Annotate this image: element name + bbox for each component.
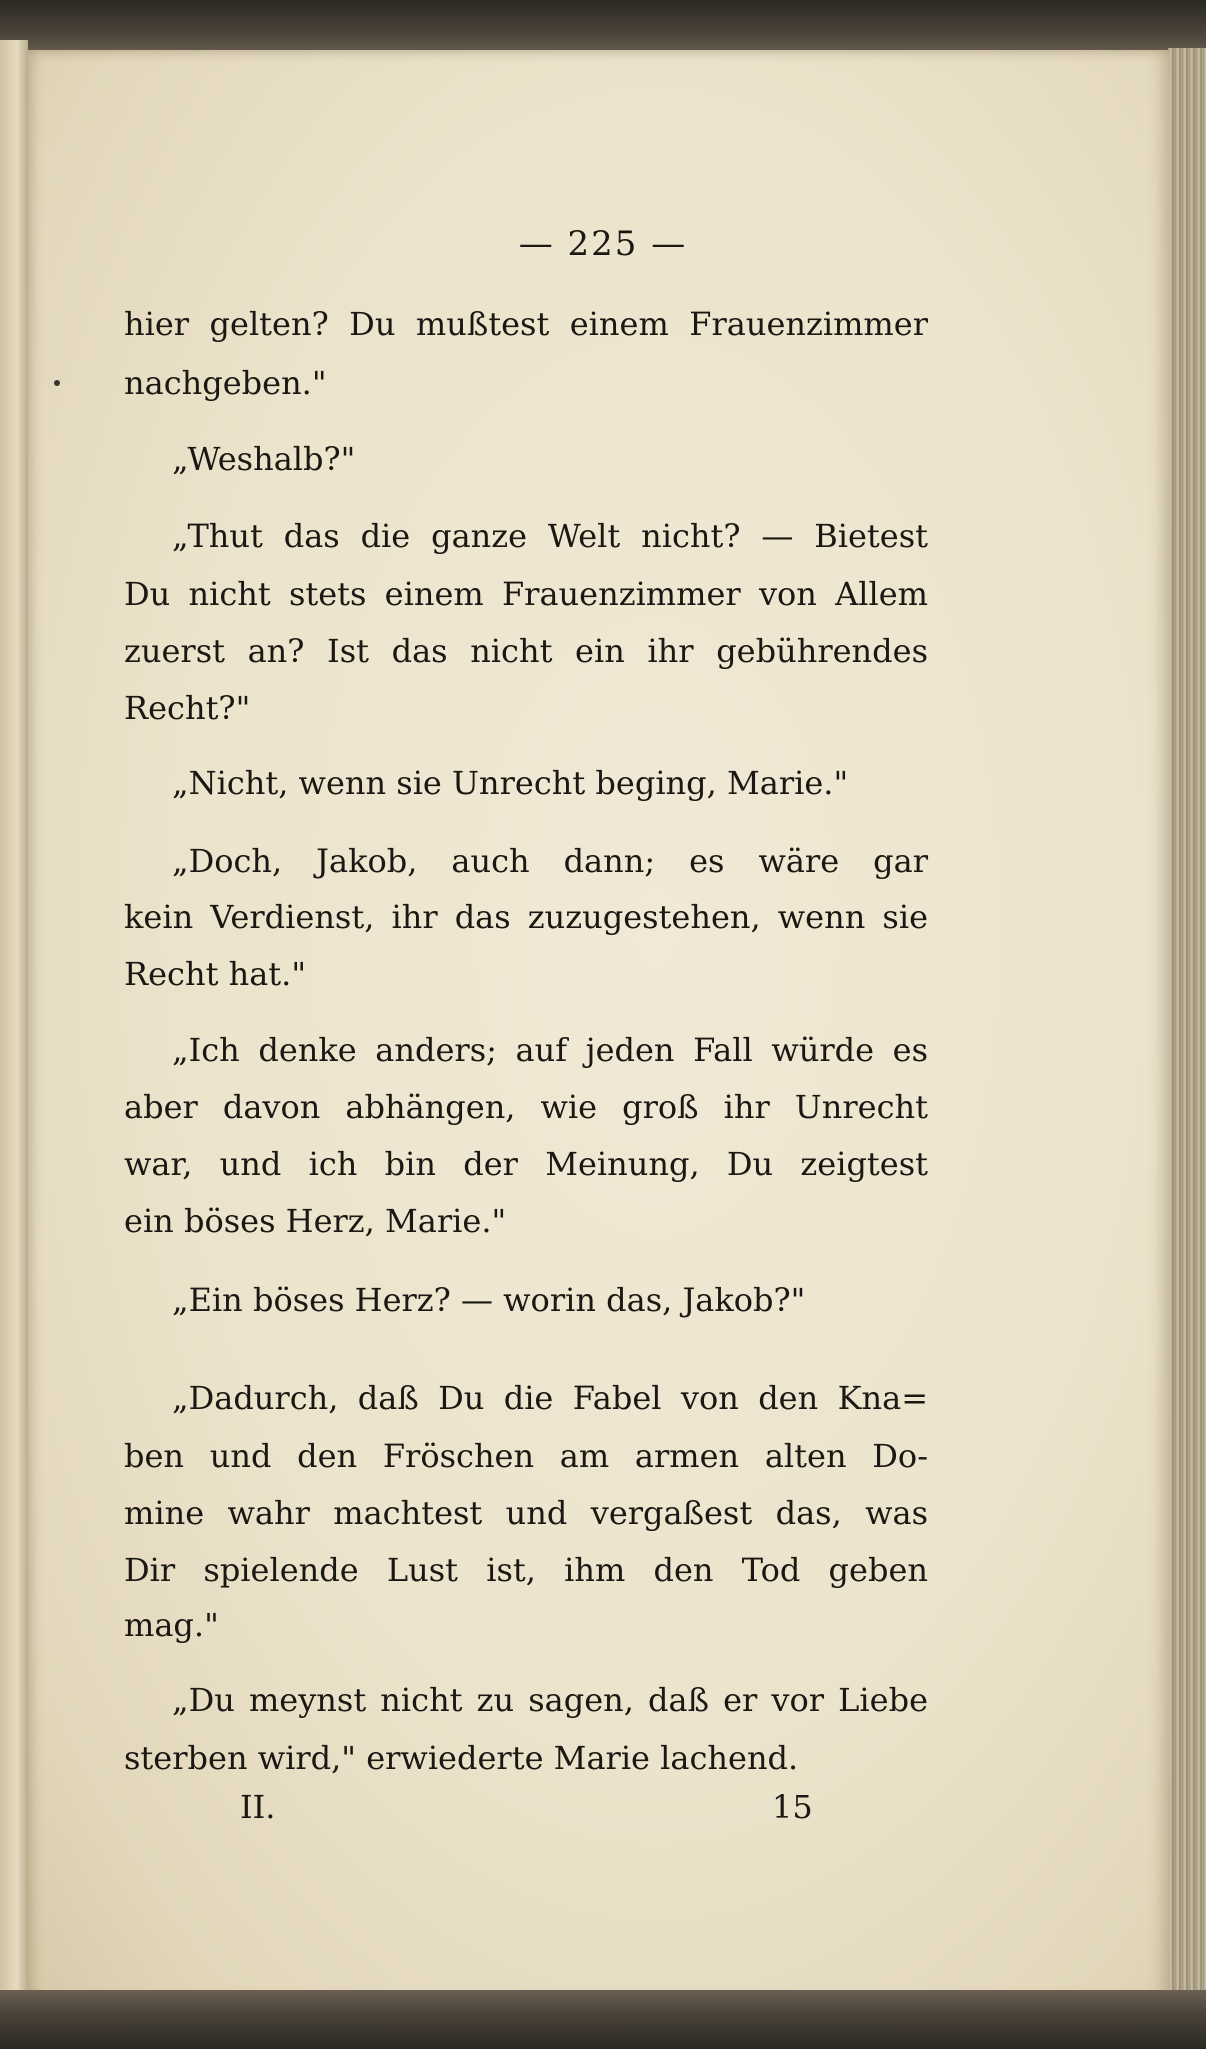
text-line: Du nicht stets einem Frauenzimmer von Allem — [124, 575, 928, 613]
text-line: „Thut das die ganze Welt nicht? — Bietest — [172, 517, 928, 555]
text-line: hier gelten? Du mußtest einem Frauenzimmer — [124, 305, 928, 343]
text-line: sterben wird," erwiederte Marie lachend. — [124, 1739, 799, 1777]
book-top-edge — [0, 0, 1206, 56]
text-line: zuerst an? Ist das nicht ein ihr gebührendes — [124, 632, 928, 670]
text-line: ben und den Fröschen am armen alten Do- — [124, 1437, 928, 1475]
text-line: „Weshalb?" — [172, 440, 356, 478]
text-line: „Dadurch, daß Du die Fabel von den Kna= — [172, 1379, 928, 1417]
signature-mark: II. — [240, 1788, 276, 1826]
text-line: „Ein böses Herz? — worin das, Jakob?" — [172, 1281, 806, 1319]
text-line: kein Verdienst, ihr das zuzugestehen, wenn sie — [124, 898, 928, 936]
text-line: Recht hat." — [124, 955, 307, 993]
text-line: Recht?" — [124, 689, 251, 727]
text-line: „Nicht, wenn sie Unrecht beging, Marie." — [172, 764, 849, 802]
book-bottom-edge — [0, 1990, 1206, 2049]
text-line: ein böses Herz, Marie." — [124, 1202, 507, 1240]
text-line: war, und ich bin der Meinung, Du zeigtest — [124, 1145, 928, 1183]
book-left-edge — [0, 40, 28, 2000]
text-line: „Du meynst nicht zu sagen, daß er vor Liebe — [172, 1681, 928, 1719]
text-line: mine wahr machtest und vergaßest das, was — [124, 1494, 928, 1532]
page-number-header: — 225 — — [518, 224, 688, 264]
text-line: „Doch, Jakob, auch dann; es wäre gar — [172, 842, 928, 880]
text-line: nachgeben." — [124, 364, 327, 402]
signature-number: 15 — [772, 1788, 813, 1826]
text-line: aber davon abhängen, wie groß ihr Unrecht — [124, 1088, 928, 1126]
ink-speck — [54, 380, 60, 386]
text-line: „Ich denke anders; auf jeden Fall würde es — [172, 1031, 928, 1069]
text-line: Dir spielende Lust ist, ihm den Tod geben — [124, 1551, 928, 1589]
book-page-edges — [1168, 48, 1206, 1998]
text-line: mag." — [124, 1606, 219, 1644]
